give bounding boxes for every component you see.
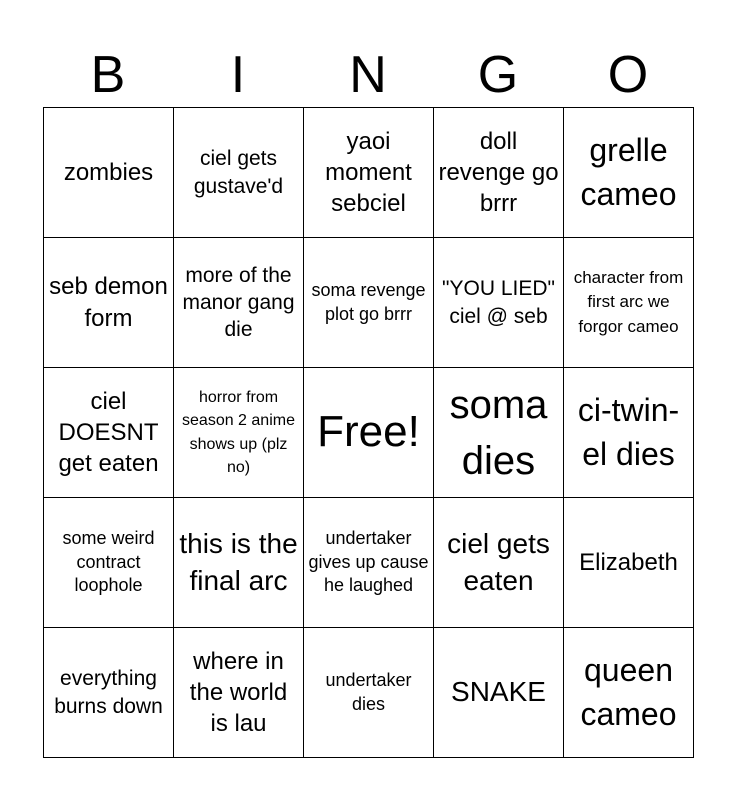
bingo-cell[interactable]: ciel gets gustave'd — [174, 108, 304, 238]
grid-row — [44, 368, 694, 498]
header-letter-o: O — [607, 46, 649, 104]
bingo-cell[interactable]: grelle cameo — [564, 108, 694, 238]
bingo-cell[interactable]: zombies — [44, 108, 174, 238]
bingo-cell[interactable]: SNAKE — [434, 628, 564, 758]
bingo-cell[interactable]: Elizabeth — [564, 498, 694, 628]
bingo-cell[interactable]: yaoi moment sebciel — [304, 108, 434, 238]
bingo-grid — [43, 107, 694, 758]
grid-row — [44, 108, 694, 238]
bingo-cell[interactable]: ciel DOESNT get eaten — [44, 368, 174, 498]
bingo-cell[interactable]: ci-twin-el dies — [564, 368, 694, 498]
bingo-cell[interactable]: "YOU LIED" ciel @ seb — [434, 238, 564, 368]
free-space[interactable]: Free! — [304, 368, 434, 498]
bingo-cell[interactable]: where in the world is lau — [174, 628, 304, 758]
bingo-cell[interactable]: this is the final arc — [174, 498, 304, 628]
grid-row — [44, 628, 694, 758]
bingo-cell[interactable]: soma dies — [434, 368, 564, 498]
bingo-cell[interactable]: horror from season 2 anime shows up (plz no) — [174, 368, 304, 498]
header-letter-i: I — [230, 46, 246, 104]
bingo-cell[interactable]: some weird contract loophole — [44, 498, 174, 628]
bingo-header — [43, 44, 693, 106]
bingo-cell[interactable]: seb demon form — [44, 238, 174, 368]
bingo-cell[interactable]: character from first arc we forgor cameo — [564, 238, 694, 368]
bingo-cell[interactable]: undertaker dies — [304, 628, 434, 758]
header-letter-b: B — [90, 46, 126, 104]
bingo-cell[interactable]: everything burns down — [44, 628, 174, 758]
bingo-cell[interactable]: queen cameo — [564, 628, 694, 758]
grid-row — [44, 238, 694, 368]
header-letter-n: N — [349, 46, 387, 104]
bingo-cell[interactable]: ciel gets eaten — [434, 498, 564, 628]
bingo-cell[interactable]: soma revenge plot go brrr — [304, 238, 434, 368]
bingo-cell[interactable]: more of the manor gang die — [174, 238, 304, 368]
header-letter-g: G — [477, 46, 519, 104]
grid-row — [44, 498, 694, 628]
bingo-cell[interactable]: undertaker gives up cause he laughed — [304, 498, 434, 628]
bingo-cell[interactable]: doll revenge go brrr — [434, 108, 564, 238]
